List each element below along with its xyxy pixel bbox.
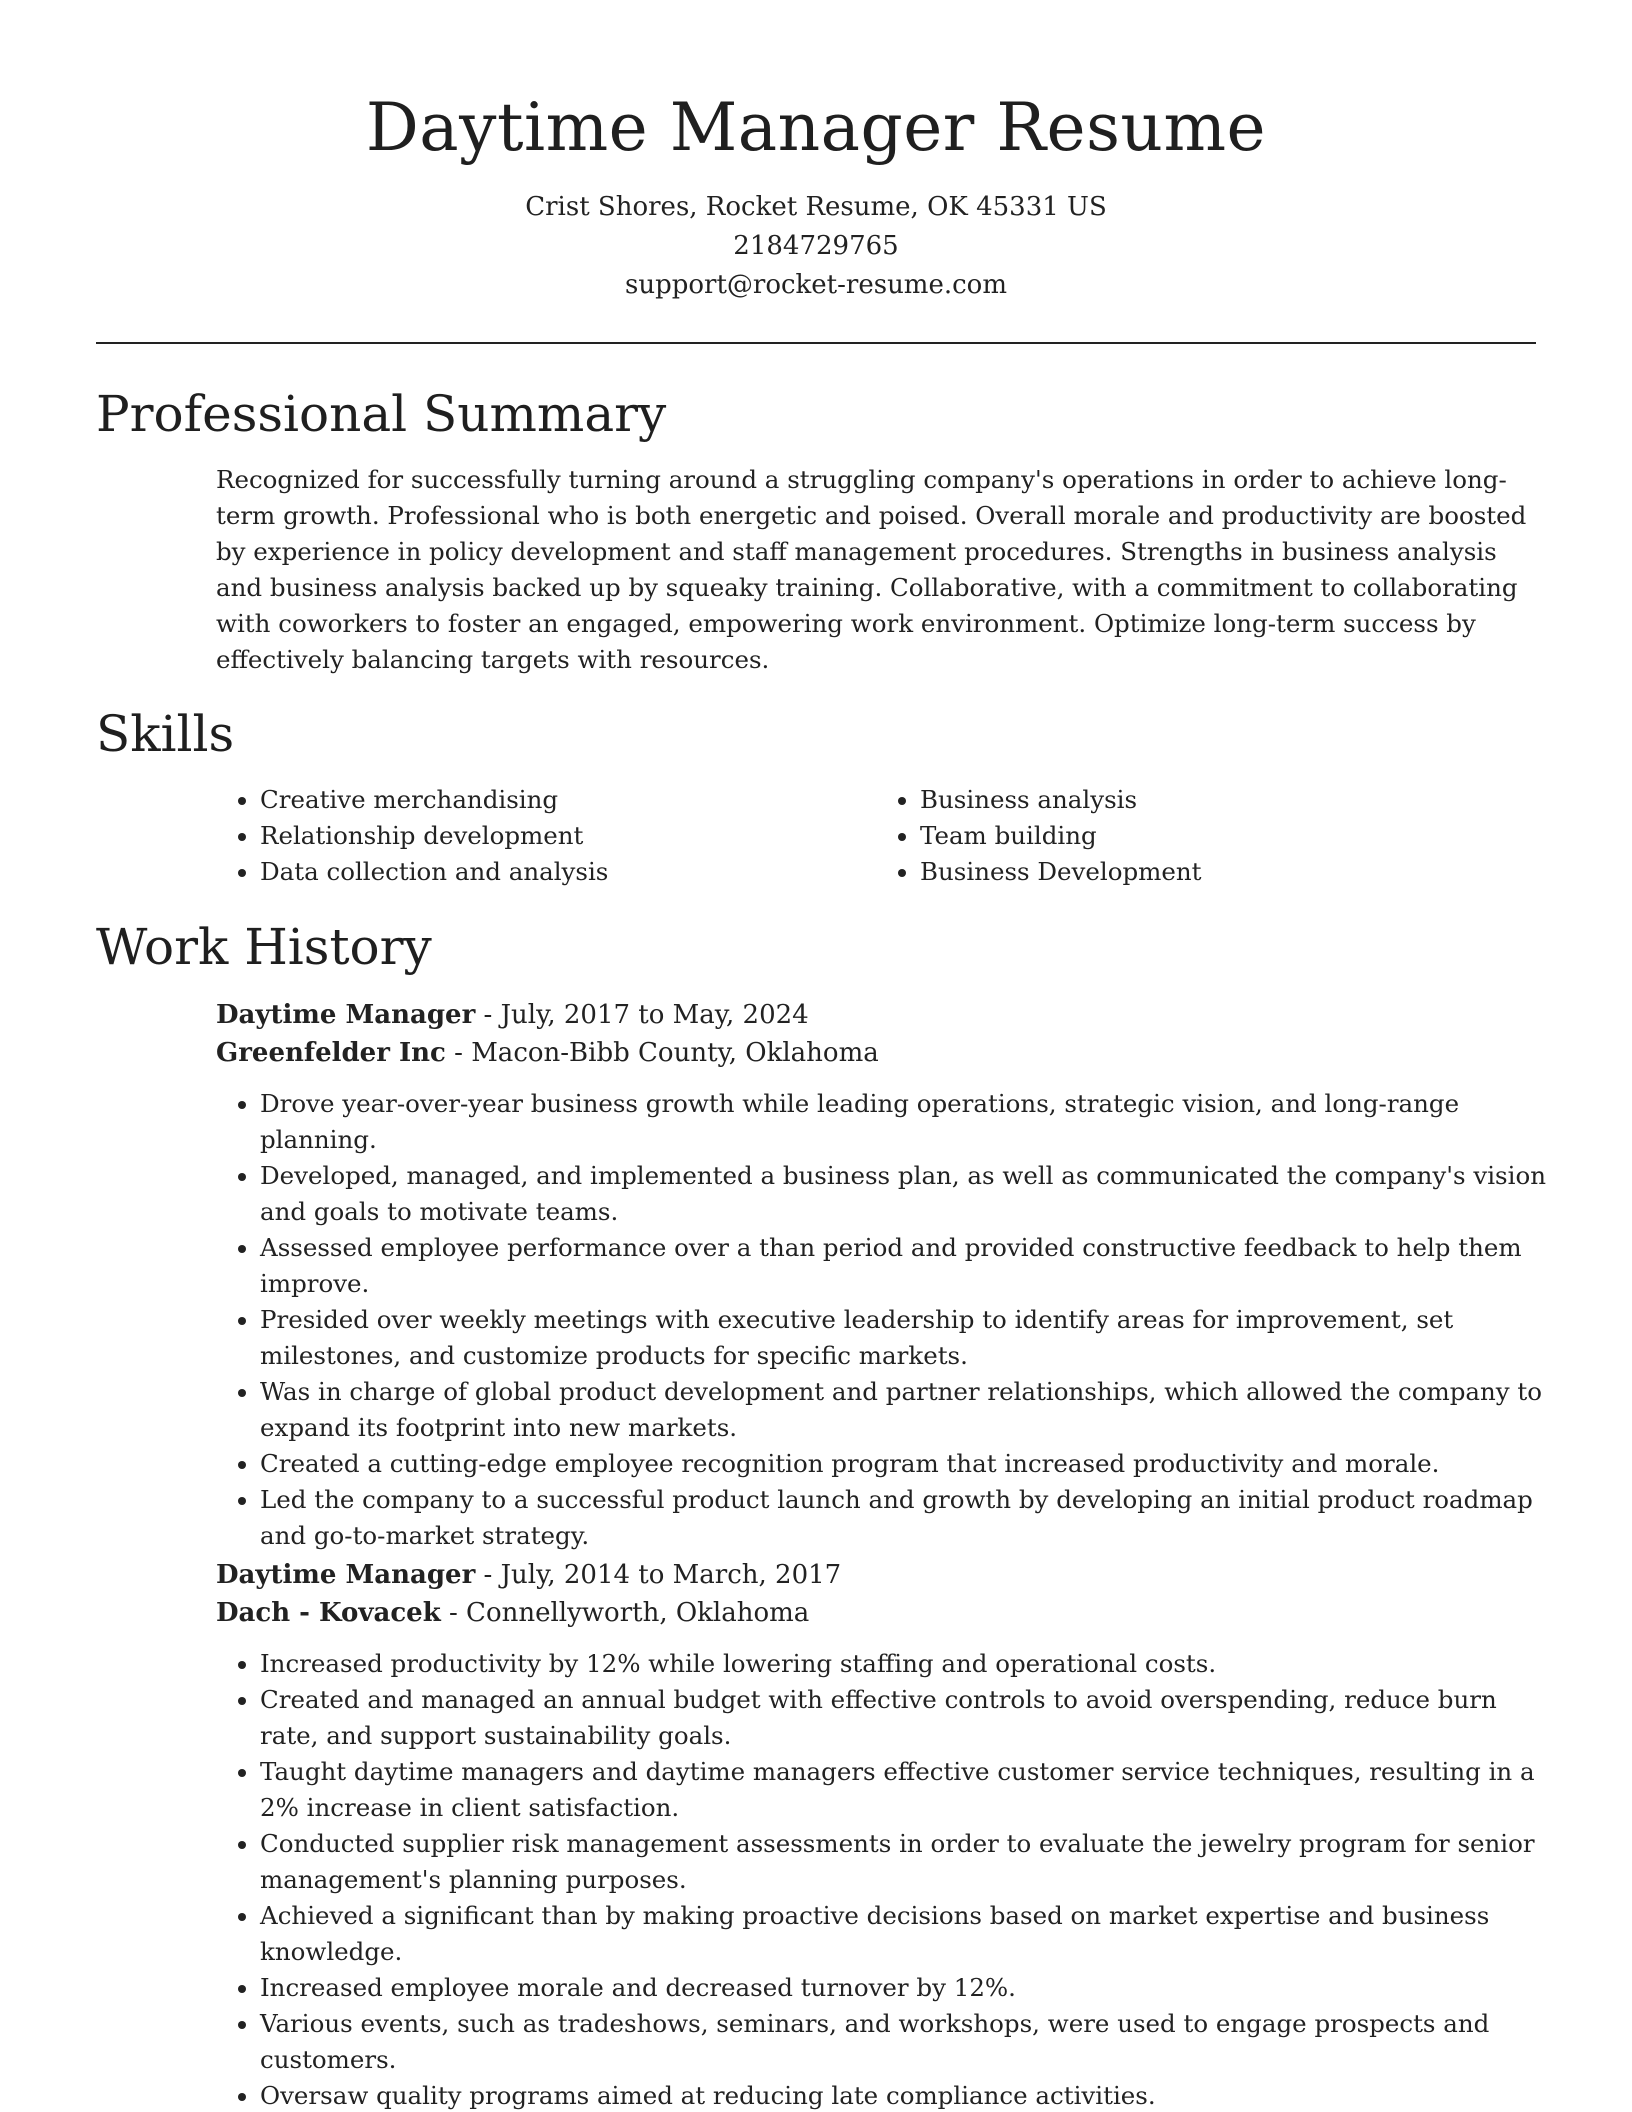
summary-heading: Professional Summary (96, 385, 667, 443)
job-title-line (216, 996, 1546, 1034)
skill-item: • Team building (920, 818, 1536, 854)
skills-list (216, 782, 1536, 890)
resume-title: Daytime Manager Resume (365, 89, 1267, 166)
contact-info (0, 188, 1632, 305)
resume-header (0, 80, 1632, 305)
job-bullet: • Achieved a significant than by making proactive decisions based on market expertise and business knowledge. (260, 1898, 1546, 1970)
job-location: - Macon-Bibb County, Oklahoma (445, 1038, 879, 1068)
summary-text: Recognized for successfully turning around a struggling company's operations in order to achieve long-term growth. Professional who is both energetic and poised. Overall morale and productivity are boosted by experience in policy development and staff management procedures. Strengths in business analysis and business analysis backed up by squeaky training. Collaborative, with a commitment to collaborating with coworkers to foster an engaged, empowering work environment. Optimize long-term success by effectively balancing targets with resources. (216, 465, 1527, 674)
job-bullet: • Increased employee morale and decreased turnover by 12%. (260, 1970, 1546, 2006)
job-dates: - July, 2017 to May, 2024 (475, 1000, 809, 1030)
job-bullet: • Various events, such as tradeshows, seminars, and workshops, were used to engage prospects and customers. (260, 2006, 1546, 2078)
job-company-line (216, 1034, 1546, 1072)
skills-column-2 (876, 782, 1536, 890)
header-divider (96, 342, 1536, 344)
job-bullet: • Created and managed an annual budget with effective controls to avoid overspending, reduce burn rate, and support sustainability goals. (260, 1682, 1546, 1754)
skill-item: • Relationship development (260, 818, 876, 854)
job-dates: - July, 2014 to March, 2017 (475, 1560, 842, 1590)
company-name: Dach - Kovacek (216, 1598, 441, 1628)
job-title: Daytime Manager (216, 1000, 476, 1030)
skills-column-1 (216, 782, 876, 890)
job-bullets (216, 1086, 1546, 1554)
skill-item: • Creative merchandising (260, 782, 876, 818)
phone-number: 2184729765 (733, 231, 899, 261)
job-bullet: • Assessed employee performance over a than period and provided constructive feedback to help them improve. (260, 1230, 1546, 1302)
work-history-heading: Work History (96, 918, 432, 976)
job-bullet: • Taught daytime managers and daytime managers effective customer service techniques, resulting in a 2% increase in client satisfaction. (260, 1754, 1546, 1826)
job-bullet: • Oversaw quality programs aimed at reducing late compliance activities. (260, 2078, 1546, 2112)
job-entry (216, 1556, 1546, 2112)
job-bullet: • Created a cutting-edge employee recognition program that increased productivity and morale. (260, 1446, 1546, 1482)
job-location: - Connellyworth, Oklahoma (440, 1598, 810, 1628)
job-bullets (216, 1646, 1546, 2112)
job-company-line (216, 1594, 1546, 1632)
job-bullet: • Was in charge of global product development and partner relationships, which allowed the company to expand its footprint into new markets. (260, 1374, 1546, 1446)
address: Crist Shores, Rocket Resume, OK 45331 US (525, 192, 1107, 222)
job-title-line (216, 1556, 1546, 1594)
skill-item: • Business Development (920, 854, 1536, 890)
skill-item: • Data collection and analysis (260, 854, 876, 890)
job-bullet: • Conducted supplier risk management assessments in order to evaluate the jewelry program for senior management's planning purposes. (260, 1826, 1546, 1898)
job-entry (216, 996, 1546, 1554)
email-address: support@rocket-resume.com (624, 270, 1007, 300)
job-bullet: • Drove year-over-year business growth while leading operations, strategic vision, and long-range planning. (260, 1086, 1546, 1158)
job-bullet: • Presided over weekly meetings with executive leadership to identify areas for improvement, set milestones, and customize products for specific markets. (260, 1302, 1546, 1374)
job-bullet: • Developed, managed, and implemented a business plan, as well as communicated the company's vision and goals to motivate teams. (260, 1158, 1546, 1230)
job-bullet: • Led the company to a successful product launch and growth by developing an initial product roadmap and go-to-market strategy. (260, 1482, 1546, 1554)
company-name: Greenfelder Inc (216, 1038, 446, 1068)
job-title: Daytime Manager (216, 1560, 476, 1590)
skills-heading: Skills (96, 705, 235, 763)
skill-item: • Business analysis (920, 782, 1536, 818)
job-bullet: • Increased productivity by 12% while lowering staffing and operational costs. (260, 1646, 1546, 1682)
